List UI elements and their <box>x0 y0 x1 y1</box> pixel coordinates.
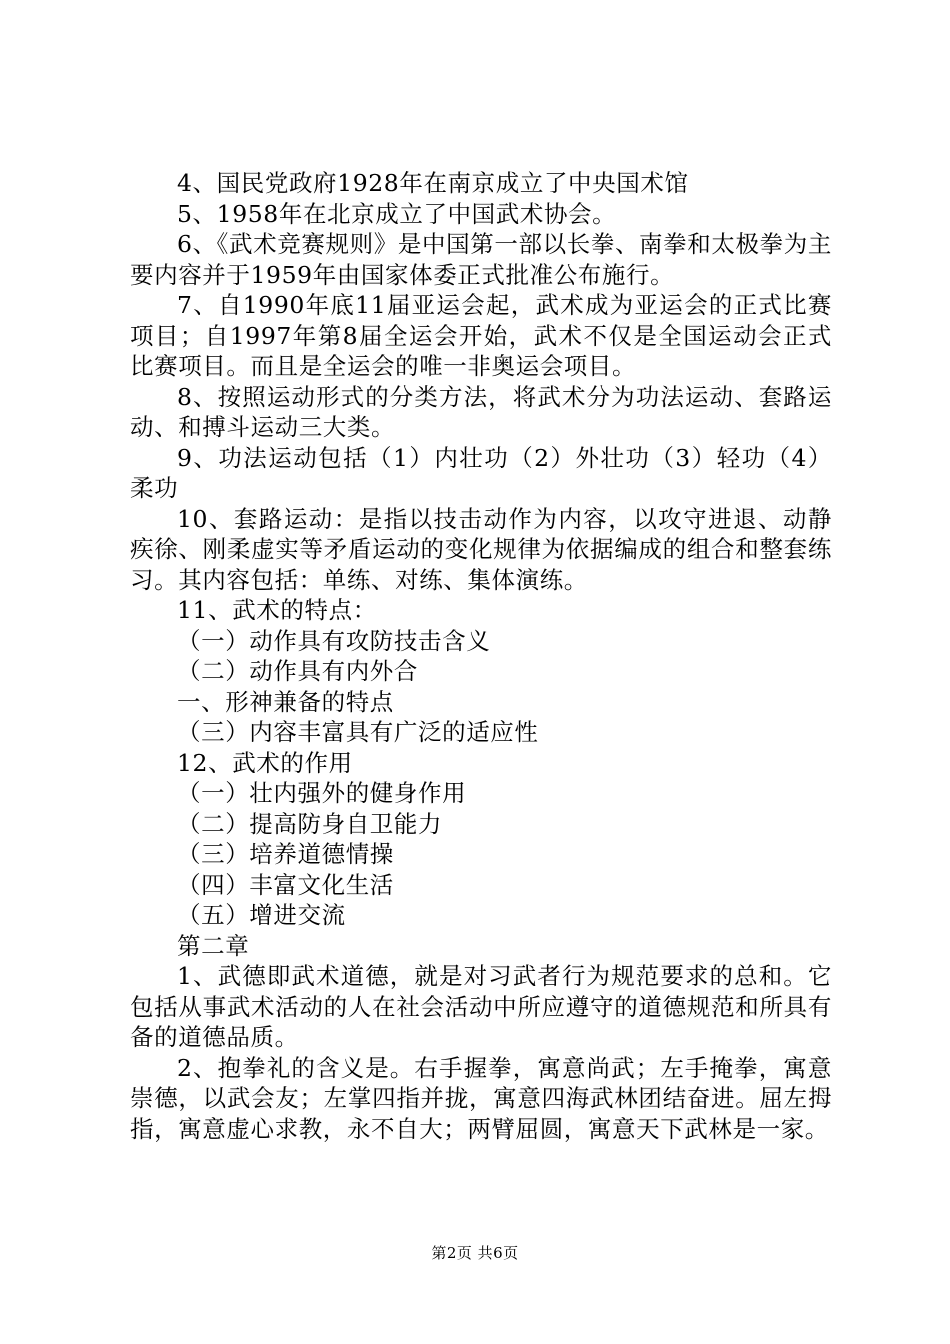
list-item: 一、形神兼备的特点 <box>177 687 394 716</box>
chapter-heading: 第二章 <box>177 931 250 960</box>
paragraph: 5、1958年在北京成立了中国武术协会。 <box>177 199 617 228</box>
list-item: （二）提高防身自卫能力 <box>177 809 443 838</box>
list-item: （三）培养道德情操 <box>177 840 394 868</box>
list-item: （四）丰富文化生活 <box>177 870 394 899</box>
paragraph: 1、武德即武术道德，就是对习武者行为规范要求的总和。它包括从事武术活动的人在社会活动中所应遵守的道德规范和所具有备的道德品质。 <box>130 962 832 1051</box>
list-item: （一）动作具有攻防技击含义 <box>177 626 491 655</box>
list-item: （一）壮内强外的健身作用 <box>177 779 467 807</box>
list-item: （五）增进交流 <box>177 901 346 929</box>
paragraph: 4、国民党政府1928年在南京成立了中央国术馆 <box>177 169 689 197</box>
section-heading: 11、武术的特点： <box>177 596 377 624</box>
document-body <box>130 168 832 1144</box>
page-footer: 第2页 共6页 <box>431 1244 519 1262</box>
paragraph: 6、《武术竞赛规则》是中国第一部以长拳、南拳和太极拳为主要内容并于1959年由国家体委正式批准公布施行。 <box>130 230 832 289</box>
section-heading: 12、武术的作用 <box>177 748 353 777</box>
paragraph: 9、功法运动包括（1）内壮功（2）外壮功（3）轻功（4）柔功 <box>130 443 832 502</box>
paragraph: 2、抱拳礼的含义是。右手握拳，寓意尚武；左手掩拳，寓意崇德，以武会友；左掌四指并拢，寓意四海武林团结奋进。屈左拇指，寓意虚心求教，永不自大；两臂屈圆，寓意天下武林是一家。 <box>130 1053 832 1143</box>
paragraph: 7、自1990年底11届亚运会起，武术成为亚运会的正式比赛项目；自1997年第8届全运会开始，武术不仅是全国运动会正式比赛项目。而且是全运会的唯一非奥运会项目。 <box>130 291 832 380</box>
list-item: （二）动作具有内外合 <box>177 657 418 685</box>
paragraph: 8、按照运动形式的分类方法，将武术分为功法运动、套路运动、和搏斗运动三大类。 <box>130 382 832 441</box>
list-item: （三）内容丰富具有广泛的适应性 <box>177 718 539 746</box>
paragraph: 10、套路运动：是指以技击动作为内容，以攻守进退、动静疾徐、刚柔虚实等矛盾运动的变化规律为依据编成的组合和整套练习。其内容包括：单练、对练、集体演练。 <box>130 504 832 594</box>
